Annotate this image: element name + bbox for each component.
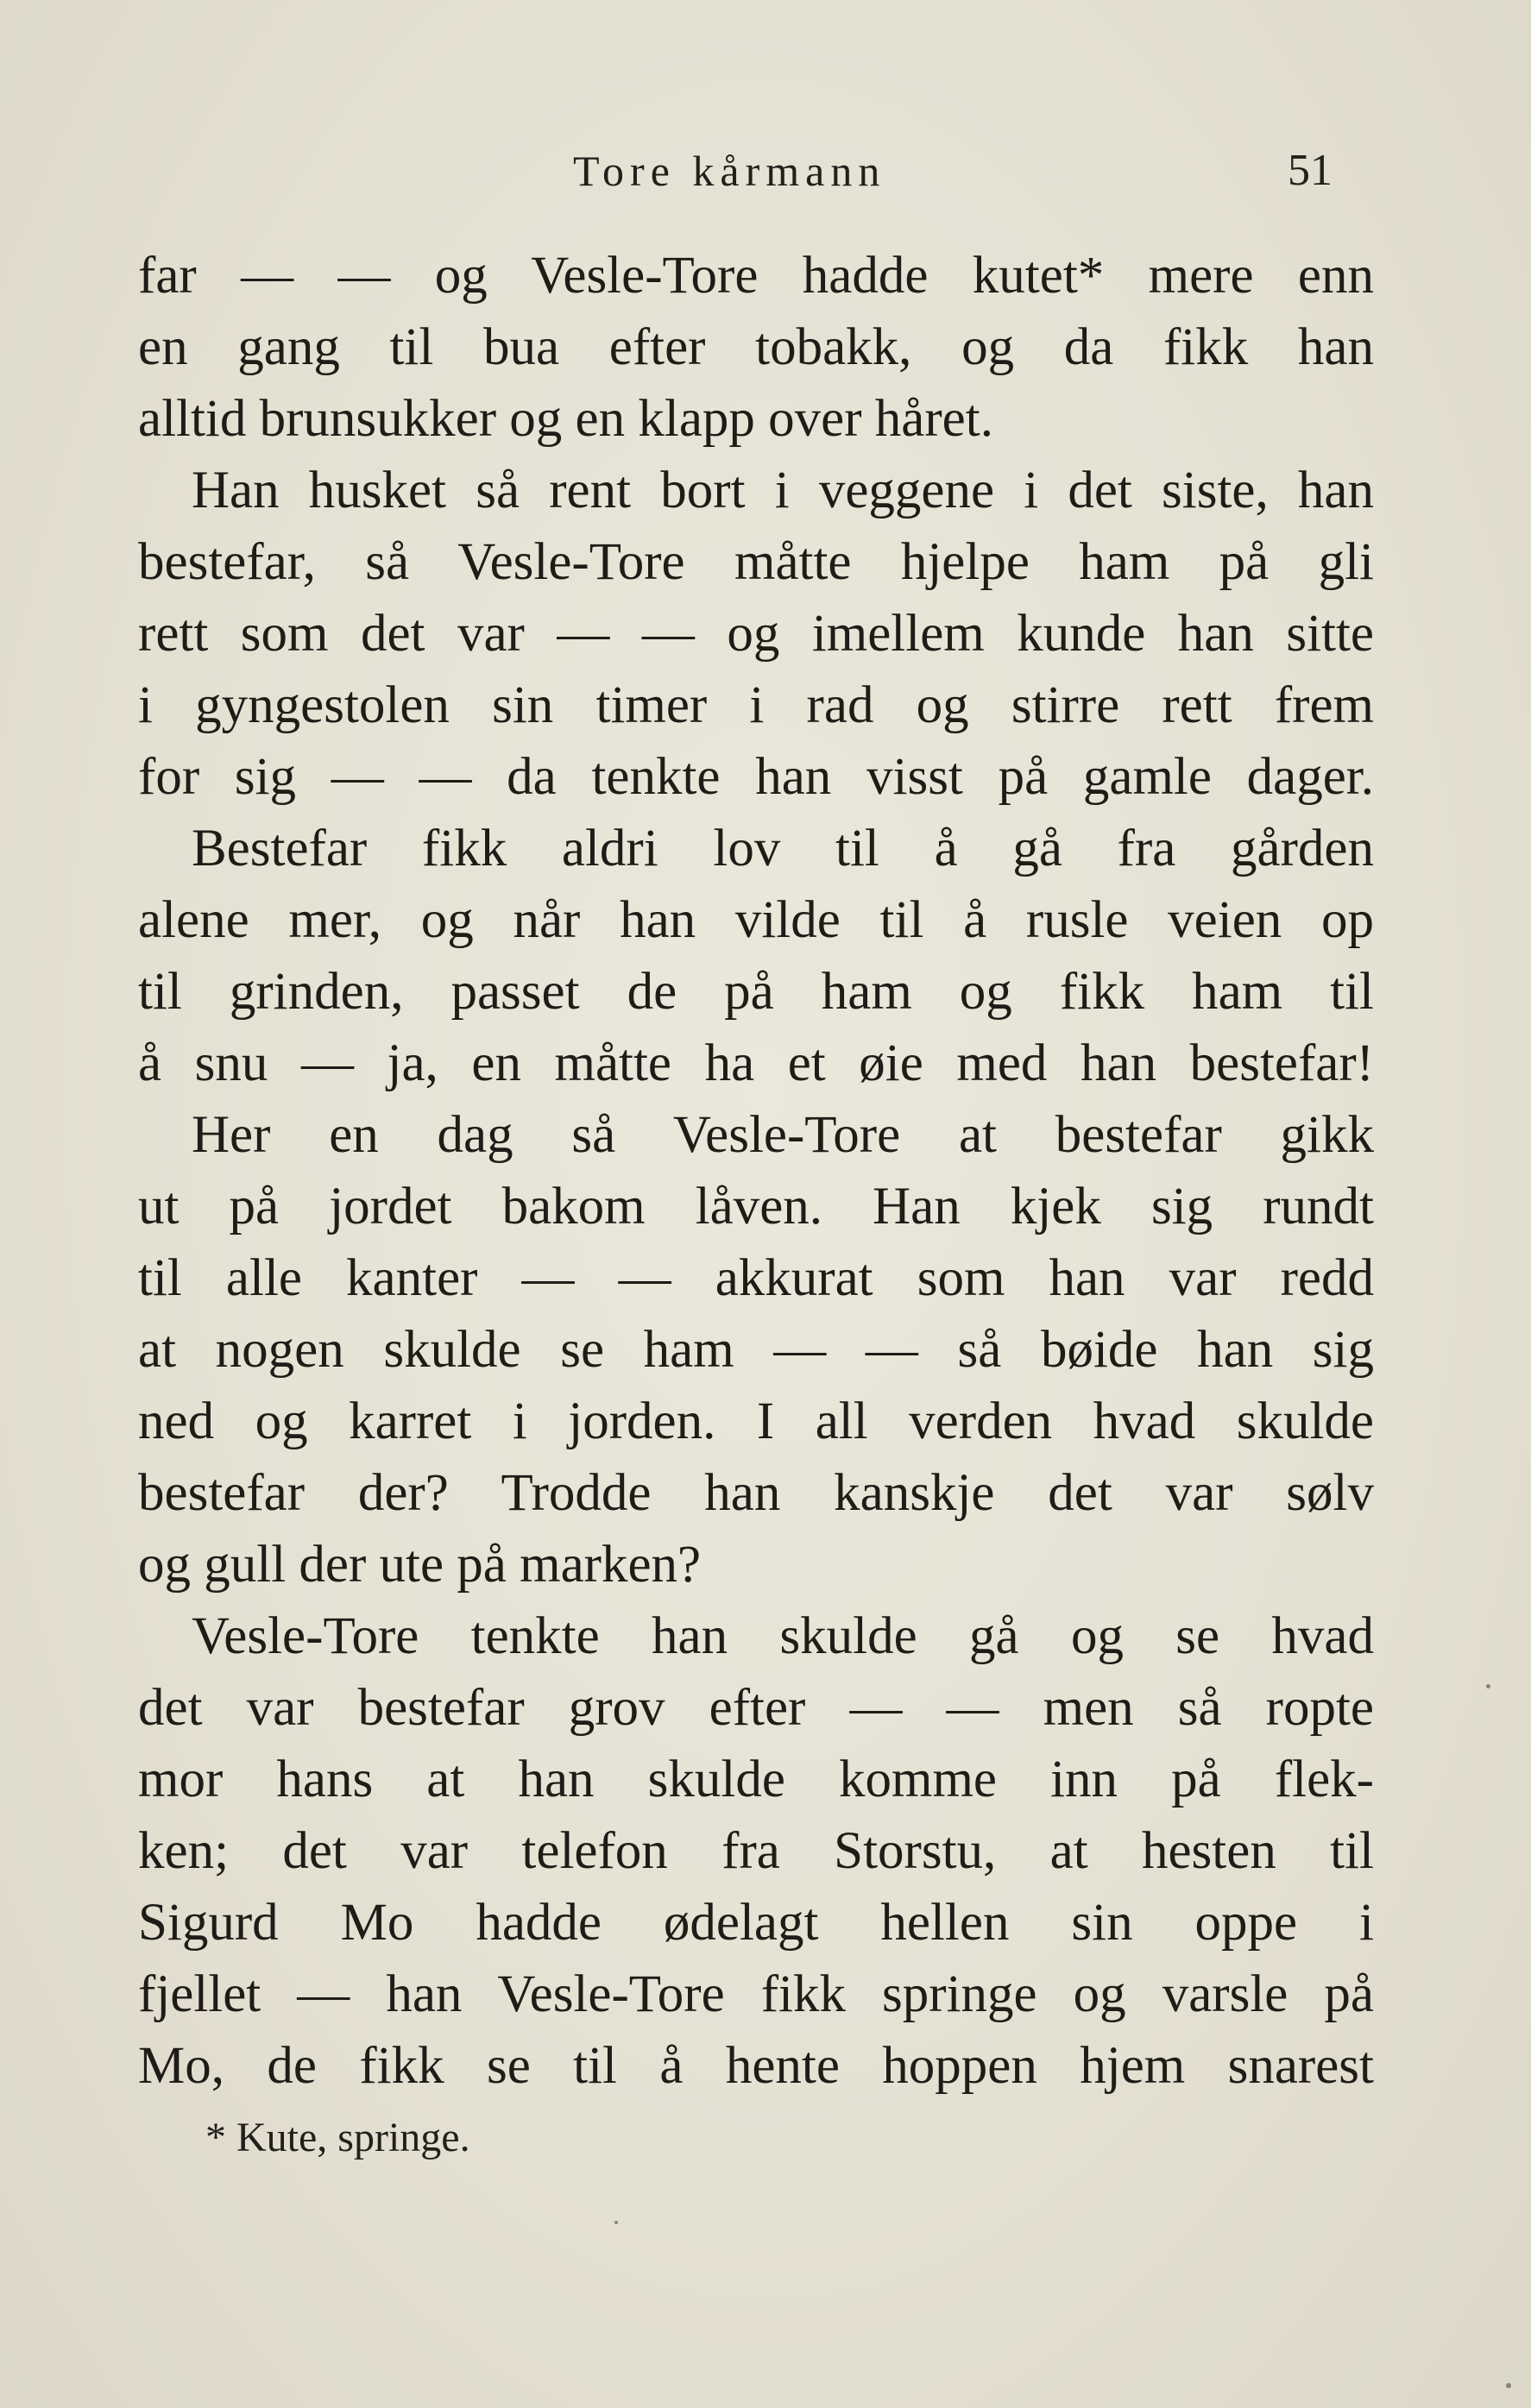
text-line: Bestefar fikk aldri lov til å gå fra gården — [192, 820, 1374, 877]
text-line: Her en dag så Vesle-Tore at bestefar gikk — [192, 1106, 1374, 1164]
text-line: det var bestefar grov efter — — men så ropte — [138, 1679, 1374, 1737]
text-line: far — — og Vesle-Tore hadde kutet* mere enn — [138, 247, 1374, 305]
text-line: Sigurd Mo hadde ødelagt hellen sin oppe i — [138, 1894, 1374, 1952]
body-text — [138, 240, 1374, 2102]
text-line: en gang til bua efter tobakk, og da fikk han — [138, 318, 1374, 376]
text-line: rett som det var — — og imellem kunde han sitte — [138, 605, 1374, 663]
text-line: å snu — ja, en måtte ha et øie med han bestefar! — [138, 1034, 1374, 1092]
text-line: Mo, de fikk se til å hente hoppen hjem snarest — [138, 2037, 1374, 2095]
text-line: Han husket så rent bort i veggene i det siste, han — [192, 462, 1374, 519]
paper-speck — [1486, 1684, 1490, 1688]
running-title: Tore kårmann — [573, 147, 886, 195]
text-line: og gull der ute på marken? — [138, 1536, 702, 1594]
text-line: fjellet — han Vesle-Tore fikk springe og varsle på — [138, 1965, 1374, 2023]
text-line: mor hans at han skulde komme inn på flek- — [138, 1751, 1374, 1808]
text-line: til grinden, passet de på ham og fikk ham til — [138, 963, 1374, 1021]
text-line: ut på jordet bakom låven. Han kjek sig rundt — [138, 1178, 1374, 1235]
paper-speck — [1506, 2383, 1511, 2388]
footnote: * Kute, springe. — [205, 2115, 470, 2160]
text-line: i gyngestolen sin timer i rad og stirre rett frem — [138, 676, 1374, 734]
text-line: til alle kanter — — akkurat som han var redd — [138, 1249, 1374, 1307]
text-line: ken; det var telefon fra Storstu, at hesten til — [138, 1822, 1374, 1880]
paper-speck — [614, 2221, 618, 2224]
page-number: 51 — [1288, 146, 1333, 195]
text-line: Vesle-Tore tenkte han skulde gå og se hvad — [192, 1607, 1374, 1665]
text-line: alene mer, og når han vilde til å rusle veien op — [138, 891, 1374, 949]
text-line: alltid brunsukker og en klapp over håret. — [138, 390, 993, 448]
text-line: at nogen skulde se ham — — så bøide han sig — [138, 1321, 1374, 1379]
running-head — [0, 145, 1531, 197]
text-line: for sig — — da tenkte han visst på gamle dager. — [138, 748, 1374, 806]
text-line: bestefar der? Trodde han kanskje det var sølv — [138, 1464, 1374, 1522]
text-line: bestefar, så Vesle-Tore måtte hjelpe ham på gli — [138, 533, 1374, 591]
text-line: ned og karret i jorden. I all verden hvad skulde — [138, 1393, 1374, 1450]
